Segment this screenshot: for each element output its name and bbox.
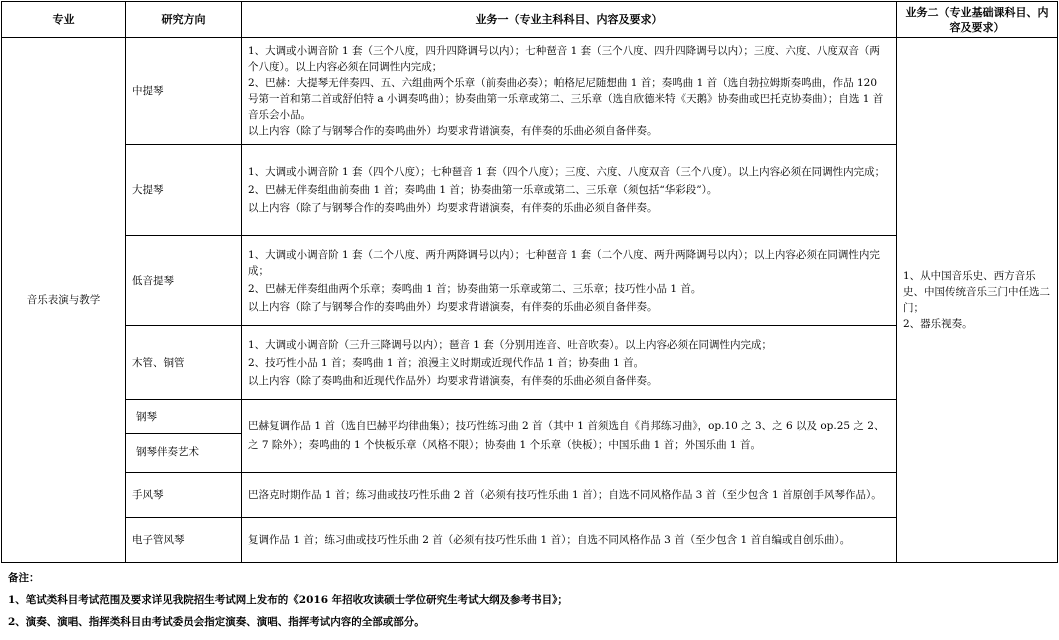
notes-title: 备注： [8, 572, 40, 584]
business2-line: 1、从中国音乐史、西方音乐史、中国传统音乐三门中任选二门； [903, 270, 1050, 314]
content-cell [242, 518, 897, 563]
table-row [2, 38, 1058, 145]
content-line: 巴洛克时期作品 1 首；练习曲或技巧性乐曲 2 首（必须有技巧性乐曲 1 首）；自选不同风格作品 3 首（至少包含 1 首原创手风琴作品）。 [248, 489, 882, 501]
content-line: 1、大调或小调音阶 1 套（二个八度、两升两降调号以内）；七种琶音 1 套（二个八度、两升两降调号以内）；以上内容必须在同调性内完成； [248, 248, 880, 277]
content-cell [242, 473, 897, 518]
direction-cell [126, 400, 242, 473]
content-cell [242, 326, 897, 400]
content-cell [242, 236, 897, 326]
direction-cell: 大提琴 [126, 145, 242, 236]
content-line: 1、大调或小调音阶 1 套（四个八度）；七种琶音 1 套（四个八度）；三度、六度、八度双音（三个八度）。以上内容必须在同调性内完成； [248, 166, 886, 178]
major-cell: 音乐表演与教学 [2, 38, 126, 563]
content-cell [242, 400, 897, 473]
business2-line: 2、器乐视奏。 [903, 318, 973, 330]
note-item: 1、笔试类科目考试范围及要求详见我院招生考试网上发布的《2016 年招收攻读硕士学位研究生考试大纲及参考书目》； [8, 594, 568, 606]
content-line: 2、巴赫无伴奏组曲两个乐章；奏鸣曲 1 首；协奏曲第一乐章或第二、三乐章；技巧性小品 1 首。 [248, 282, 702, 295]
content-line: 1、大调或小调音阶 1 套（三个八度，四升四降调号以内）；七种琶音 1 套（三个八度、四升四降调号以内）；三度、六度、八度双音（两个八度）。以上内容必须在同调性内完成； [248, 45, 880, 73]
content-line: 2、巴赫无伴奏组曲前奏曲 1 首；奏鸣曲 1 首；协奏曲第一乐章或第二、三乐章（须包括“华彩段”）。 [248, 184, 718, 196]
header-direction: 研究方向 [126, 2, 242, 38]
content-line: 以上内容（除了奏鸣曲和近现代作品外）均要求背谱演奏，有伴奏的乐曲必须自备伴奏。 [248, 374, 658, 387]
content-line: 巴赫复调作品 1 首（选自巴赫平均律曲集）；技巧性练习曲 2 首（其中 1 首须选自《肖邦练习曲》，op.10 之 3、之 6 以及 op.25 之 2、之 7 除外）；奏鸣曲的 1 个快板乐章（风格不限）；协奏曲 1 个乐章（快板）；中国乐曲 1 首；外国乐曲 1 首。 [248, 420, 885, 451]
content-cell [242, 38, 897, 145]
header-business2: 业务二（专业基础课科目、内容及要求） [897, 2, 1058, 38]
content-line: 1、大调或小调音阶（三升三降调号以内）；琶音 1 套（分别用连音、吐音吹奏）。以上内容必须在同调性内完成； [248, 338, 773, 351]
direction-cell: 手风琴 [126, 473, 242, 518]
direction-cell: 木管、铜管 [126, 326, 242, 400]
content-line: 复调作品 1 首；练习曲或技巧性乐曲 2 首（必须有技巧性乐曲 1 首）；自选不同风格作品 3 首（至少包含 1 首自编或自创乐曲）。 [248, 534, 851, 546]
business2-cell [897, 38, 1058, 563]
header-row [2, 2, 1058, 38]
header-major: 专业 [2, 2, 126, 38]
content-line: 2、巴赫：大提琴无伴奏四、五、六组曲两个乐章（前奏曲必奏）；帕格尼尼随想曲 1 首；奏鸣曲 1 首（选自勃拉姆斯奏鸣曲，作品 120 号第一首和第二首或舒伯特 a 小调奏鸣曲）；协奏曲第一乐章或第二、三乐章（选自欣德米特《天鹅》协奏曲或巴托克协奏曲）；自选 1 首音乐会小品。 [248, 77, 884, 121]
content-line: 以上内容（除了与钢琴合作的奏鸣曲外）均要求背谱演奏，有伴奏的乐曲必须自备伴奏。 [248, 300, 658, 313]
direction-piano-accompaniment: 钢琴伴奏艺术 [126, 433, 241, 470]
direction-cell: 电子管风琴 [126, 518, 242, 563]
content-cell [242, 145, 897, 236]
note-item: 2、演奏、演唱、指挥类科目由考试委员会指定演奏、演唱、指挥考试内容的全部或部分。 [8, 616, 425, 628]
direction-cell: 中提琴 [126, 38, 242, 145]
exam-requirements-table [1, 1, 1058, 563]
content-line: 2、技巧性小品 1 首；奏鸣曲 1 首；浪漫主义时期或近现代作品 1 首；协奏曲 1 首。 [248, 356, 645, 369]
content-line: 以上内容（除了与钢琴合作的奏鸣曲外）均要求背谱演奏，有伴奏的乐曲必须自备伴奏。 [248, 125, 658, 137]
direction-piano: 钢琴 [136, 411, 157, 423]
header-business1: 业务一（专业主科科目、内容及要求） [242, 2, 897, 38]
notes-section [8, 567, 568, 633]
content-line: 以上内容（除了与钢琴合作的奏鸣曲外）均要求背谱演奏，有伴奏的乐曲必须自备伴奏。 [248, 202, 658, 214]
direction-cell: 低音提琴 [126, 236, 242, 326]
